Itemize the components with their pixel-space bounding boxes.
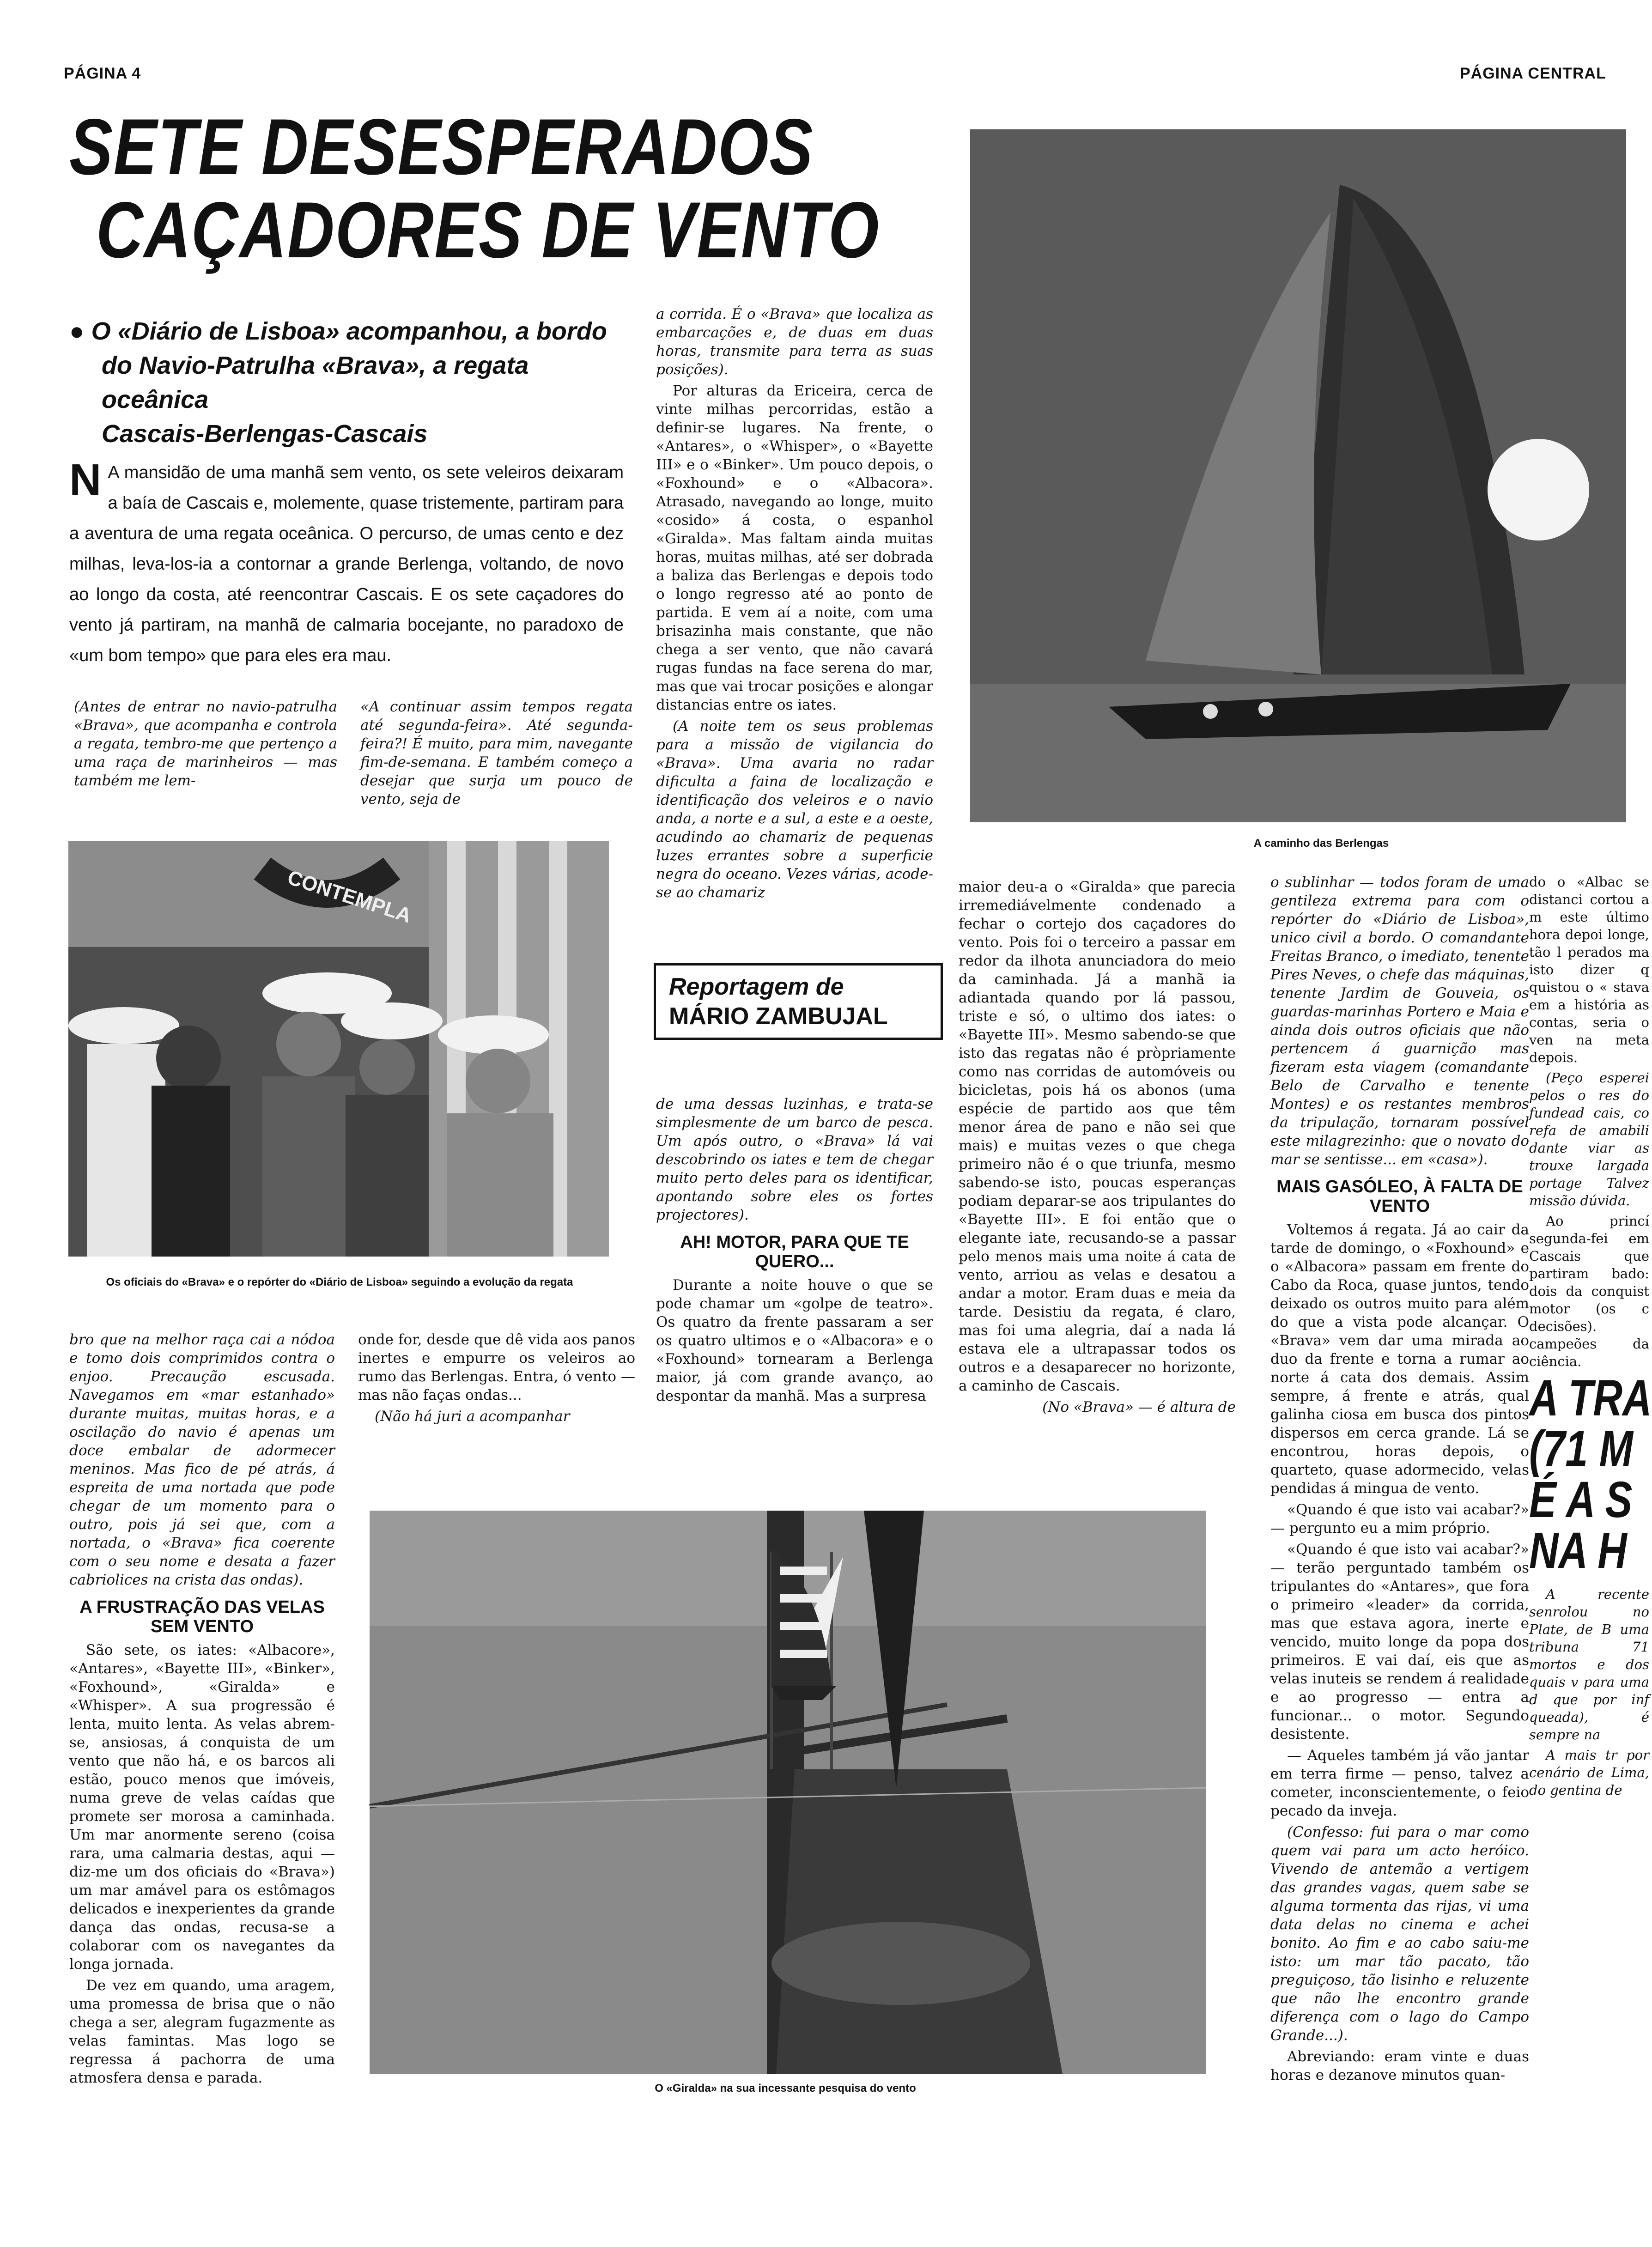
byline-box — [654, 963, 943, 1040]
col6-headline-2: (71 M — [1529, 1421, 1633, 1477]
col2-bottom-p1: onde for, desde que dê vida aos panos inertes e empurre os veleiros ao rumo das Berlengas. Entra, ó vento — mas não faças ondas... — [358, 1331, 635, 1403]
byline-label: Reportagem de — [669, 973, 844, 1000]
col6-headline-4: NA H — [1529, 1522, 1627, 1579]
col5-p5: — Aqueles também já vão jantar em terra firme — penso, talvez a cometer, inconscientemente, o feio pecado da inveja. — [1270, 1747, 1529, 1819]
col1-bottom-p3: De vez em quando, uma aragem, uma promessa de brisa que o não chega a ser, alegram fugazmente as velas famintas. Mas logo se regressa á pachorra de uma atmosfera densa e parada. — [69, 1977, 335, 2086]
col3-p5: Durante a noite houve o que se pode chamar um «golpe de teatro». Os quatro da frente passaram a ser os quatro ultimos e o «Albacora» e o «Foxhound» tornearam a Berlenga maior, já com grande avanço, ao despontar da manhã. Mas a surpresa — [656, 1277, 933, 1404]
intro-text: A mansidão de uma manhã sem vento, os sete veleiros deixaram a baía de Cascais e, molemente, quase tristemente, partiram para a aventura de uma regata oceânica. O percurso, de umas cento e dez milhas, leva-los-ia a contornar a grande Berlenga, voltando, de novo ao longo da costa, até reencontrar Cascais. E os sete caçadores do vento já partiram, na manhã de calmaria bocejante, no paradoxo de «um bom tempo» que para eles era mau. — [69, 463, 624, 665]
col6-clip — [1529, 873, 1652, 2247]
col2-bottom-p2: (Não há juri a acompanhar — [375, 1408, 570, 1425]
col5-p3: «Quando é que isto vai acabar?» — pergunto eu a mim próprio. — [1270, 1501, 1529, 1536]
photo-officers — [68, 841, 609, 1257]
photo-sign-text: CONTEMPLA — [285, 866, 414, 928]
photo-giralda — [370, 1511, 1206, 2074]
col4 — [959, 878, 1236, 1419]
photo-officers-caption: Os oficiais do «Brava» e o repórter do «Diário de Lisboa» seguindo a evolução da regata — [106, 1276, 573, 1288]
col6-p4: A recente senrolou no Plate, de B uma tribuna 71 mortos e dos quais v para uma d que por inf queada), é sempre na — [1529, 1586, 1649, 1743]
page-section-right: PÁGINA CENTRAL — [1460, 65, 1606, 82]
col3-p2: Por alturas da Ericeira, cerca de vinte milhas percorridas, estão a definir-se lugares. Na frente, o «Antares», o «Whisper», o «Bayette III» e o «Binker». Um pouco depois, o «Foxhound» e o «Albacora». Atrasado, navegando ao longe, muito «cosido» á costa, o espanhol «Giralda». Mas faltam ainda muitas horas, muitas milhas, até ser dobrada a baliza das Berlengas e depois todo o longo regresso até ao ponto de partida. E vem aí a noite, com uma brisazinha mais constante, que não chega a ser vento, que não cavará rugas fundas na face serena do mar, mas que vai trocar posições e alongar distancias entre os iates. — [656, 383, 933, 713]
intro-paragraph — [69, 457, 624, 671]
headline-line1: SETE DESESPERADOS — [69, 103, 814, 191]
col4-p2: (No «Brava» — é altura de — [1042, 1399, 1236, 1415]
byline-author: MÁRIO ZAMBUJAL — [669, 1003, 888, 1030]
col6-p5: A mais tr por cenário de Lima, do gentina de — [1529, 1747, 1649, 1798]
col3 — [656, 305, 933, 905]
subhead-gasoleo: MAIS GASÓLEO, À FALTA DE VENTO — [1276, 1177, 1523, 1216]
col1-bottom — [69, 1330, 335, 2090]
col1-bottom-p2: São sete, os iates: «Albacore», «Antares», «Bayette III», «Binker», «Foxhound», «Giralda» e «Whisper». A sua progressão é lenta, muito lenta. As velas abrem-se, ansiosas, á conquista de um vento que não há, e os barcos ali estão, pouco menos que imóveis, numa greve de velas caídas que promete ser morosa a caminhada. Um mar anormente sereno (coisa rara, uma calmaria destas, aqui — diz-me um dos oficiais do «Brava») um mar amável para os estômagos delicados e inexperientes da grande dança das ondas, recusa-se a colaborar com os navegantes da longa jornada. — [69, 1642, 335, 1973]
col5-p1: o sublinhar — todos foram de uma gentileza extrema para com o repórter do «Diário de Lisboa», unico civil a bordo. O comandante Freitas Branco, o imediato, tenente Pires Neves, o chefe das máquinas, tenente Jardim de Gouveia, os guardas-marinhas Portero e Maia e ainda dois outros oficiais que não pertencem á guarnição mas fizeram esta viagem (comandante Belo de Carvalho e tenente Montes) e os restantes membros da tripulação, tornaram possível este milagrezinho: que o novato do mar se sentisse... em «casa»). — [1270, 874, 1529, 1168]
col5-p6: (Confesso: fui para o mar como quem vai para um acto heróico. Vivendo de antemão a vertigem das grandes vagas, quem sabe se alguma tormenta das rijas, vi uma data delas no cinema e achei bonito. Ao fim e ao cabo saiu-me isto: um mar tão pacato, tão preguiçoso, tão lisinho e reluzente que não lhe encontro grande diferença com o lago do Campo Grande...). — [1270, 1824, 1529, 2044]
subhead-frustracao: A FRUSTRAÇÃO DAS VELAS SEM VENTO — [79, 1597, 325, 1636]
col2-bottom — [358, 1330, 635, 1428]
dek-line3: Cascais-Berlengas-Cascais — [102, 420, 428, 448]
col3-lower — [656, 1095, 933, 1408]
drop-cap: N — [69, 455, 102, 504]
col6 — [1529, 873, 1652, 1799]
col1-bottom-p1: bro que na melhor raça cai a nódoa e tomo dois comprimidos contra o enjoo. Precaução escusada. Navegamos em «mar estanhado» durante muitas, muitas horas, e a oscilação do navio é apenas um doce embalar de adormecer meninos. Mas fico de pé atrás, á espreita de uma nortada que pode chegar de um momento para o outro, pois já sei que, com a nortada, o «Brava» fica coerente com o seu nome e desata a fazer cabriolices na crista das ondas). — [69, 1331, 335, 1588]
photo-giralda-image — [370, 1511, 1206, 2074]
subhead-motor: AH! MOTOR, PARA QUE TE QUERO... — [680, 1233, 909, 1271]
dek-line1: ● O «Diário de Lisboa» acompanhou, a bordo — [69, 317, 607, 345]
col2-top: «A continuar assim tempos regata até segunda-feira». Até segunda-feira?! É muito, para mim, navegante fim-de-semana. E também começo a desejar que surja um pouco de vento, seja de — [360, 698, 633, 808]
col3-p1: a corrida. É o «Brava» que localiza as embarcações e, de duas em duas horas, transmite para terra as suas posições). — [656, 306, 933, 378]
col6-headline-1: A TRA — [1529, 1370, 1652, 1427]
dek — [69, 314, 638, 451]
col6-p2: (Peço esperei pelos o res do fundead cais, co refa de amabili dante viar as trouxe largada portage Talvez missão dúvida. — [1529, 1070, 1649, 1209]
col3-p3: (A noite tem os seus problemas para a missão de vigilancia do «Brava». Uma avaria no radar dificulta a faina de localização e identificação dos veleiros e o navio anda, a norte e a sul, a este e a oeste, acudindo ao chamariz de pequenas luzes errantes sobre a superficie negra do oceano. Vezes várias, acode-se ao chamariz — [656, 718, 933, 901]
photo-sailboat-caption: A caminho das Berlengas — [1253, 837, 1389, 850]
col6-headline-3: É A S — [1529, 1471, 1633, 1528]
col5-p7: Abreviando: eram vinte e duas horas e dezanove minutos quan- — [1270, 2048, 1529, 2083]
col5-p4: «Quando é que isto vai acabar?» — terão perguntado também os tripulantes do «Antares», que fora o primeiro «leader» da corrida, mas que estava agora, inerte e vencido, muito longe da popa dos primeiros. E vai daí, eis que as velas inuteis se rendem á realidade e ao progresso — entra a funcionar... o motor. Segundo desistente. — [1270, 1541, 1529, 1743]
col1-top: (Antes de entrar no navio-patrulha «Brava», que acompanha e controla a regata, tembro-me que pertenço a uma raça de marinheiros — mas também me lem- — [74, 698, 337, 789]
photo-sailboat — [970, 129, 1626, 822]
col5-p2: Voltemos á regata. Já ao cair da tarde de domingo, o «Foxhound» e o «Albacora» passam em frente do Cabo da Roca, quase juntos, tendo deixado os outros muito para além do que a vista pode alcançar. O «Brava» vem dar uma mirada ao duo da frente e torna a rumar ao norte á cata dos demais. Assim sempre, á frente e atrás, qual galinha ciosa em busca dos pintos dispersos em cerca grande. Lá se encontrou, horas depois, o quarteto, quase adormecido, velas pendidas á mingua de vento. — [1270, 1221, 1529, 1497]
headline-line2: CAÇADORES DE VENTO — [96, 186, 880, 274]
page-number-left: PÁGINA 4 — [64, 65, 141, 82]
col6-p3: Ao princí segunda-fei em Cascais que partiram bado: dois da conquist motor (os c decisões). campeões da ciência. — [1529, 1213, 1649, 1369]
dek-line2: do Navio-Patrulha «Brava», a regata oceânica — [102, 352, 529, 413]
photo-officers-image — [68, 841, 609, 1257]
photo-giralda-caption: O «Giralda» na sua incessante pesquisa do vento — [655, 2082, 916, 2095]
col5 — [1270, 873, 1529, 2087]
col6-p1: do o «Albac se distanci cortou a m este último hora depoi longe, tão l perados ma isto dizer q quistou o « stava em a história as contas, seria o ven na meta depois. — [1529, 874, 1649, 1065]
photo-sailboat-image — [970, 129, 1626, 822]
col3-p4: de uma dessas luzinhas, e trata-se simplesmente de um barco de pesca. Um após outro, o «Brava» lá vai descobrindo os iates e tem de chegar muito perto deles para os identificar, apontando sobre eles os fortes projectores). — [656, 1096, 933, 1223]
col4-p1: maior deu-a o «Giralda» que parecia irremediávelmente condenado a fechar o cortejo dos caçadores do vento. Pois foi o terceiro a passar em redor da ilhota anunciadora do meio da caminhada. Já a manhã ia adiantada quando por lá passou, triste e só, o ultimo dos iates: o «Bayette III». Mesmo sabendo-se que isto das regatas não é pròpriamente como nas corridas de automóveis ou bicicletas, pois há os abonos (uma espécie de partido aos que têm menor área de pano e não sei que mais) e muitas vezes o que chega primeiro não é o que triunfa, mesmo sabendo-se isto, poucas esperanças podiam deparar-se aos tripulantes do «Bayette III». E foi então que o elegante iate, recusando-se a passar pelo menos mais uma noite á cata de vento, arriou as velas e desatou a andar a motor. Eram duas e meia da tarde. Desistiu da regata, é claro, mas foi uma alegria, daí a nada lá estava ele a ultrapassar todos os outros e a desaparecer no horizonte, a caminho de Cascais. — [959, 879, 1236, 1394]
